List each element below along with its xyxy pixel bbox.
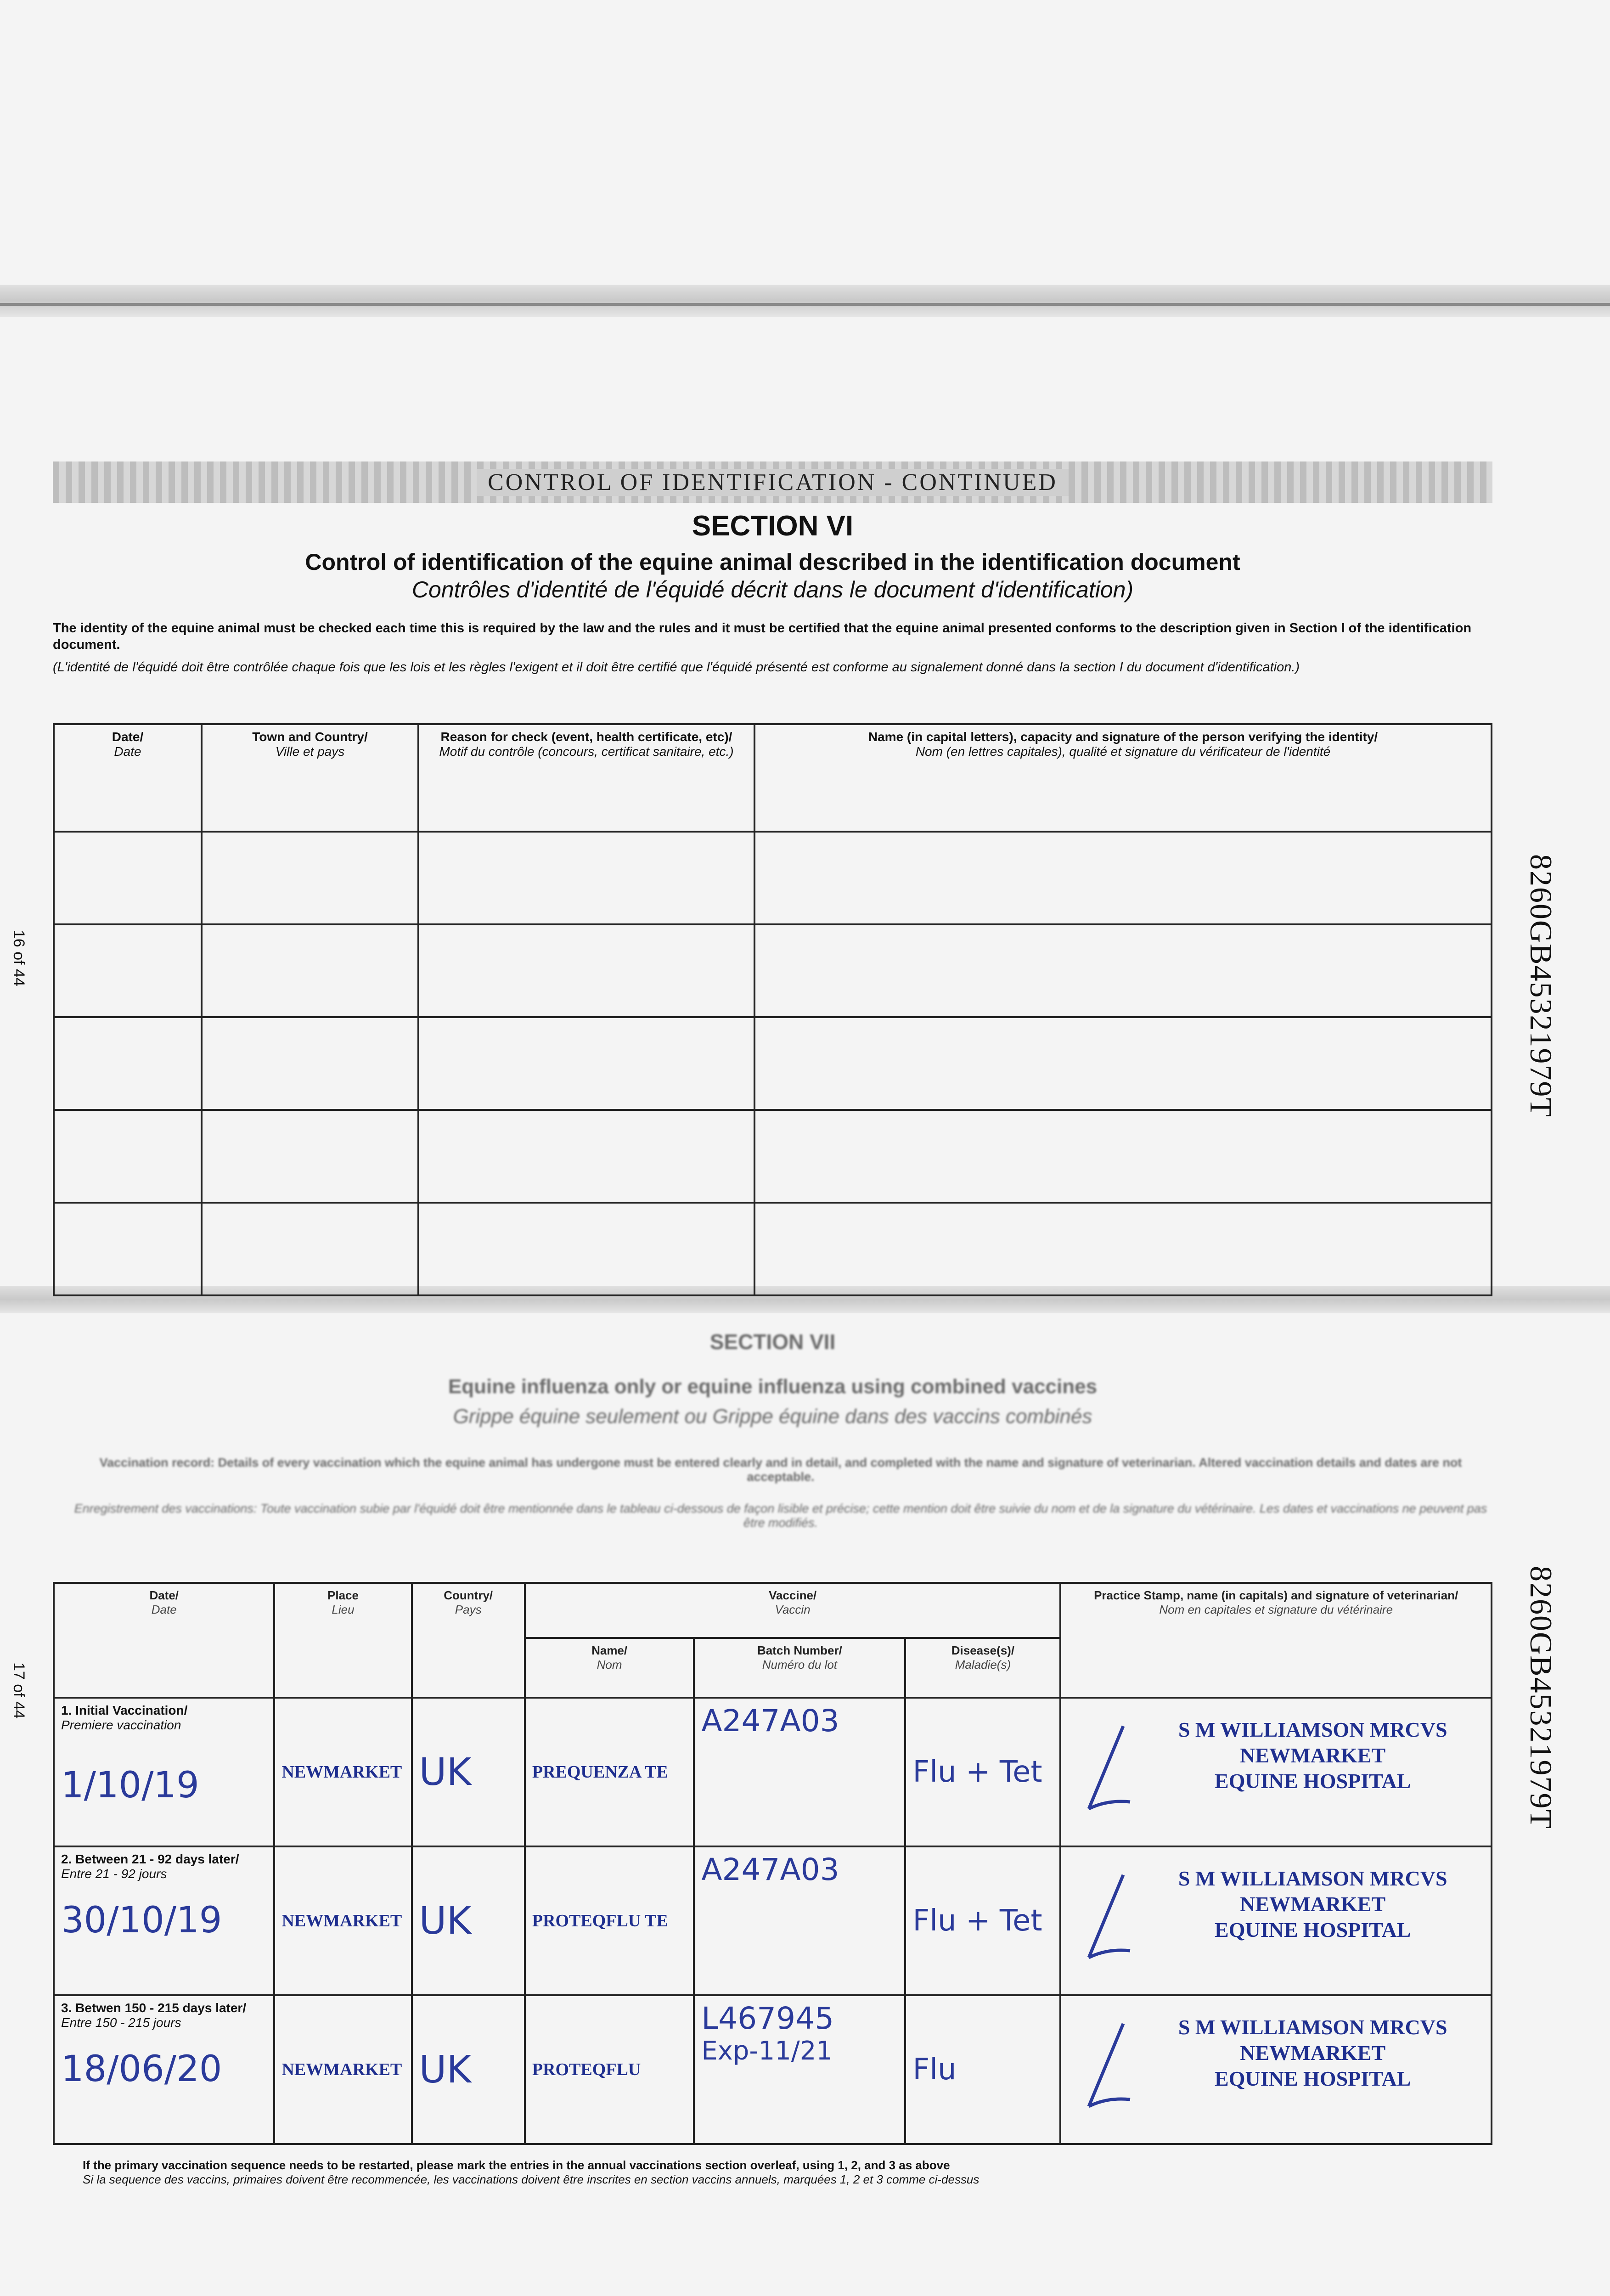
vaccine-name-value: PROTEQFLU	[532, 2060, 641, 2079]
table-row	[54, 1203, 1492, 1295]
batch-value: L467945	[701, 2001, 834, 2036]
col-town-country: Town and Country/ Ville et pays	[202, 724, 418, 832]
stamp-line: EQUINE HOSPITAL	[1215, 2067, 1411, 2090]
row-label-date: 3. Betwen 150 - 215 days later/ Entre 150 - 215 jours 18/06/20	[54, 1995, 274, 2144]
footer-fr: Si la sequence des vaccins, primaires doivent être recommencée, les vaccinations doivent être inscrites en section vaccins annuels, marquées 1, 2 et 3 comme ci-dessus	[83, 2172, 980, 2186]
date-value: 30/10/19	[61, 1900, 222, 1941]
table-row	[54, 1110, 1492, 1203]
table-row	[54, 1846, 1492, 1995]
footer-en: If the primary vaccination sequence needs to be restarted, please mark the entries in the annual vaccinations section overleaf, using 1, 2, and 3 as above	[83, 2158, 950, 2172]
col-disease: Disease(s)/ Maladie(s)	[905, 1638, 1060, 1698]
table-row	[54, 1698, 1492, 1846]
serial-top: 8260GB45321979T	[1524, 854, 1559, 1118]
batch-value: A247A03	[701, 1703, 839, 1739]
identity-check-table	[53, 723, 1492, 1296]
signature-icon	[1080, 1722, 1135, 1818]
stamp-line: NEWMARKET	[1240, 1892, 1386, 1916]
disease-value: Flu + Tet	[912, 1755, 1042, 1789]
section-vi-subtitle-en: Control of identification of the equine animal described in the identification document	[305, 549, 1240, 575]
vaccine-name-value: PREQUENZA TE	[532, 1762, 668, 1782]
col-vaccine-name: Name/ Nom	[525, 1638, 694, 1698]
col-verifier: Name (in capital letters), capacity and signature of the person verifying the identity/ Nom (en lettres capitales), qualité et signature du vérificateur de l'identité	[754, 724, 1492, 832]
batch-expiry: Exp-11/21	[701, 2036, 833, 2066]
section-vi-intro-fr: (L'identité de l'équidé doit être contrôlée chaque fois que les lois et les règles l'exigent et il doit être certifié que l'équidé présenté est conforme au signalement donné dans la section I du document d'identification.)	[53, 660, 1300, 675]
section-vi-title: SECTION VI	[692, 510, 854, 542]
col-vaccine: Vaccine/ Vaccin	[525, 1583, 1061, 1638]
stamp-line: NEWMARKET	[1240, 1744, 1386, 1767]
batch-value: A247A03	[701, 1852, 839, 1887]
section-vi-subtitle-fr: Contrôles d'identité de l'équidé décrit dans le document d'identification)	[411, 577, 1134, 602]
table-row	[54, 1017, 1492, 1110]
stamp-cell	[1060, 1846, 1492, 1995]
stamp-line: S M WILLIAMSON MRCVS	[1178, 2015, 1447, 2039]
col-date: Date/ Date	[54, 1583, 274, 1698]
disease-value: Flu	[912, 2053, 957, 2087]
stamp-cell	[1060, 1698, 1492, 1846]
section-vii-intro-fr: Enregistrement des vaccinations: Toute vaccination subie par l'équidé doit être mentionnée dans le tableau ci-dessous de façon lisible et précise; cette mention doit être suivie du nom et de la signature du vétérinaire. Les dates et vaccinations ne peuvent pas être modifiés.	[74, 1502, 1487, 1530]
table-row	[54, 924, 1492, 1017]
place-value: NEWMARKET	[281, 2060, 402, 2079]
section-vi-intro-en: The identity of the equine animal must be checked each time this is required by the law and the rules and it must be certified that the equine animal presented conforms to the description given in Section I of the identification document.	[53, 621, 1472, 652]
section-vii-intro-en: Vaccination record: Details of every vaccination which the equine animal has undergone must be entered clearly and in detail, and completed with the name and signature of veterinarian. Altered vaccination details and dates are not acceptable.	[99, 1456, 1462, 1484]
row-label-date: 1. Initial Vaccination/ Premiere vaccination 1/10/19	[54, 1698, 274, 1846]
col-stamp: Practice Stamp, name (in capitals) and signature of veterinarian/ Nom en capitales et signature du vétérinaire	[1060, 1583, 1492, 1698]
place-value: NEWMARKET	[281, 1911, 402, 1930]
vaccination-table	[53, 1582, 1492, 2145]
page-number-bottom: 17 of 44	[10, 1662, 28, 1719]
date-value: 1/10/19	[61, 1765, 199, 1806]
row-label-date: 2. Between 21 - 92 days later/ Entre 21 - 92 jours 30/10/19	[54, 1846, 274, 1995]
stamp-line: S M WILLIAMSON MRCVS	[1178, 1867, 1447, 1890]
page-number-top: 16 of 44	[10, 930, 28, 986]
section-vii-subtitle-fr: Grippe équine seulement ou Grippe équine dans des vaccins combinés	[453, 1405, 1092, 1428]
col-reason: Reason for check (event, health certificate, etc)/ Motif du contrôle (concours, certificat sanitaire, etc.)	[418, 724, 754, 832]
col-batch: Batch Number/ Numéro du lot	[694, 1638, 905, 1698]
date-value: 18/06/20	[61, 2048, 222, 2090]
disease-value: Flu + Tet	[912, 1904, 1042, 1938]
place-value: NEWMARKET	[281, 1762, 402, 1782]
country-value: UK	[419, 2048, 472, 2092]
page-fold-top	[0, 285, 1610, 317]
stamp-line: EQUINE HOSPITAL	[1215, 1769, 1411, 1793]
signature-icon	[1080, 2019, 1135, 2116]
stamp-cell	[1060, 1995, 1492, 2144]
col-date: Date/ Date	[54, 724, 202, 832]
section-band	[53, 461, 1492, 503]
serial-bottom: 8260GB45321979T	[1524, 1566, 1559, 1829]
country-value: UK	[419, 1750, 472, 1794]
table-row	[54, 832, 1492, 924]
band-label: CONTROL OF IDENTIFICATION - CONTINUED	[477, 469, 1069, 496]
stamp-line: S M WILLIAMSON MRCVS	[1178, 1718, 1447, 1741]
divider	[0, 303, 1610, 306]
section-vii-title: SECTION VII	[709, 1330, 836, 1354]
signature-icon	[1080, 1870, 1135, 1967]
stamp-line: EQUINE HOSPITAL	[1215, 1918, 1411, 1941]
section-vii-subtitle-en: Equine influenza only or equine influenza using combined vaccines	[448, 1375, 1098, 1398]
vaccine-name-value: PROTEQFLU TE	[532, 1911, 668, 1930]
col-place: Place Lieu	[274, 1583, 411, 1698]
table-row	[54, 1995, 1492, 2144]
footer-note	[83, 2158, 979, 2187]
col-country: Country/ Pays	[412, 1583, 525, 1698]
country-value: UK	[419, 1899, 472, 1943]
stamp-line: NEWMARKET	[1240, 2041, 1386, 2065]
